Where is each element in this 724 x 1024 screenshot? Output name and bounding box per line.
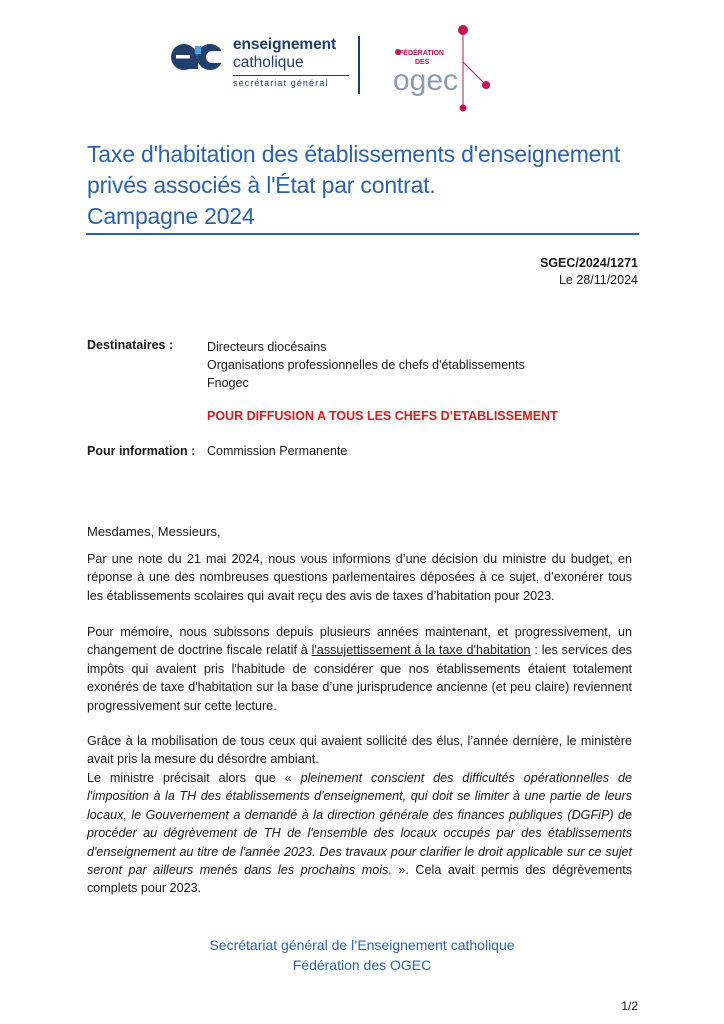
ogec-brand-text: ogec — [393, 64, 459, 97]
title-underline-rule — [86, 233, 639, 235]
recipient-item: Organisations professionnelles de chefs d'établissements — [207, 358, 525, 372]
paragraph-2-text-start: Pour mémoire, nous subissons depuis plusieurs années maintenant, et progressivement, un changement de doctrine fiscale relatif à — [87, 625, 632, 658]
ec-monogram-icon — [170, 41, 228, 73]
body-paragraph-4 — [87, 769, 632, 898]
tax-assessment-underlined-text: l'assujettissement à la taxe d'habitation — [311, 643, 531, 658]
ogec-network-icon — [385, 22, 505, 112]
paragraph-2-text-end: : les services des impôts qui avaient pris l'habitude de considérer que nos établissements étaient totalement exonérés de taxe d'habitation sur la base d’une jurisprudence ancienne (et peu claire) reviennent progressivement sur cette lecture. — [87, 643, 632, 713]
information-label: Pour information : — [87, 444, 196, 458]
ec-logo-line3: secrétariat général — [233, 78, 329, 88]
ogec-federation-text: FÉDÉRATION — [399, 50, 444, 57]
diffusion-notice: POUR DIFFUSION A TOUS LES CHEFS D’ETABLISSEMENT — [207, 409, 558, 423]
document-reference: SGEC/2024/1271 — [540, 256, 638, 270]
page-number: 1/2 — [621, 999, 638, 1013]
ec-logo-rule — [233, 75, 349, 76]
document-title — [87, 139, 647, 232]
minister-quote: pleinement conscient des difficultés opérationnelles de l'imposition à la TH des établissements d'enseignement, qui doit se limiter à une partie de leurs locaux, le Gouvernement a demandé à la direction générale des finances publiques (DGFiP) de procéder au dégrèvement de TH de l'ensemble des locaux occupés par des établissements d'enseignement au titre de l'année 2023. Des travaux pour clarifier le droit applicable sur ce sujet seront par ailleurs menés dans les prochains mois. — [87, 771, 632, 878]
logo-divider — [358, 36, 360, 94]
document-date: Le 28/11/2024 — [558, 273, 638, 287]
recipients-label: Destinataires : — [87, 338, 174, 352]
body-paragraph-3: Grâce à la mobilisation de tous ceux qui avaient sollicité des élus, l’année dernière, le ministère avait pris la mesure du désordre ambiant. — [87, 734, 632, 767]
title-line-2: privés associés à l'État par contrat. — [87, 172, 436, 198]
footer-line-1: Secrétariat général de l’Enseignement catholique — [209, 937, 515, 953]
federation-ogec-logo — [385, 22, 505, 112]
recipient-item: Directeurs diocésains — [207, 340, 327, 354]
title-line-1: Taxe d'habitation des établissements d'enseignement — [87, 141, 621, 167]
recipient-item: Fnogec — [207, 376, 249, 390]
enseignement-catholique-logo — [170, 35, 355, 97]
ec-logo-line1: enseignement — [233, 36, 337, 53]
recipients-list — [207, 338, 525, 392]
ec-logo-line2: catholique — [233, 54, 304, 71]
information-value: Commission Permanente — [207, 444, 348, 458]
salutation: Mesdames, Messieurs, — [87, 524, 221, 539]
paragraph-4-text-end: ». Cela avait permis des dégrèvements complets pour 2023. — [87, 863, 632, 896]
footer-line-2: Fédération des OGEC — [292, 957, 432, 973]
body-paragraph-1: Par une note du 21 mai 2024, nous vous informions d’une décision du ministre du budget, en réponse à une des nombreuses questions parlementaires déposées à ce sujet, d’exonérer tous les établissements scolaires qui avait reçu des avis de taxes d’habitation pour 2023. — [87, 552, 632, 603]
ogec-des-text: DES — [415, 59, 430, 66]
paragraph-4-text-start: Le ministre précisait alors que « — [87, 771, 301, 785]
body-paragraph-2 — [87, 623, 632, 715]
title-line-3: Campagne 2024 — [87, 203, 255, 229]
